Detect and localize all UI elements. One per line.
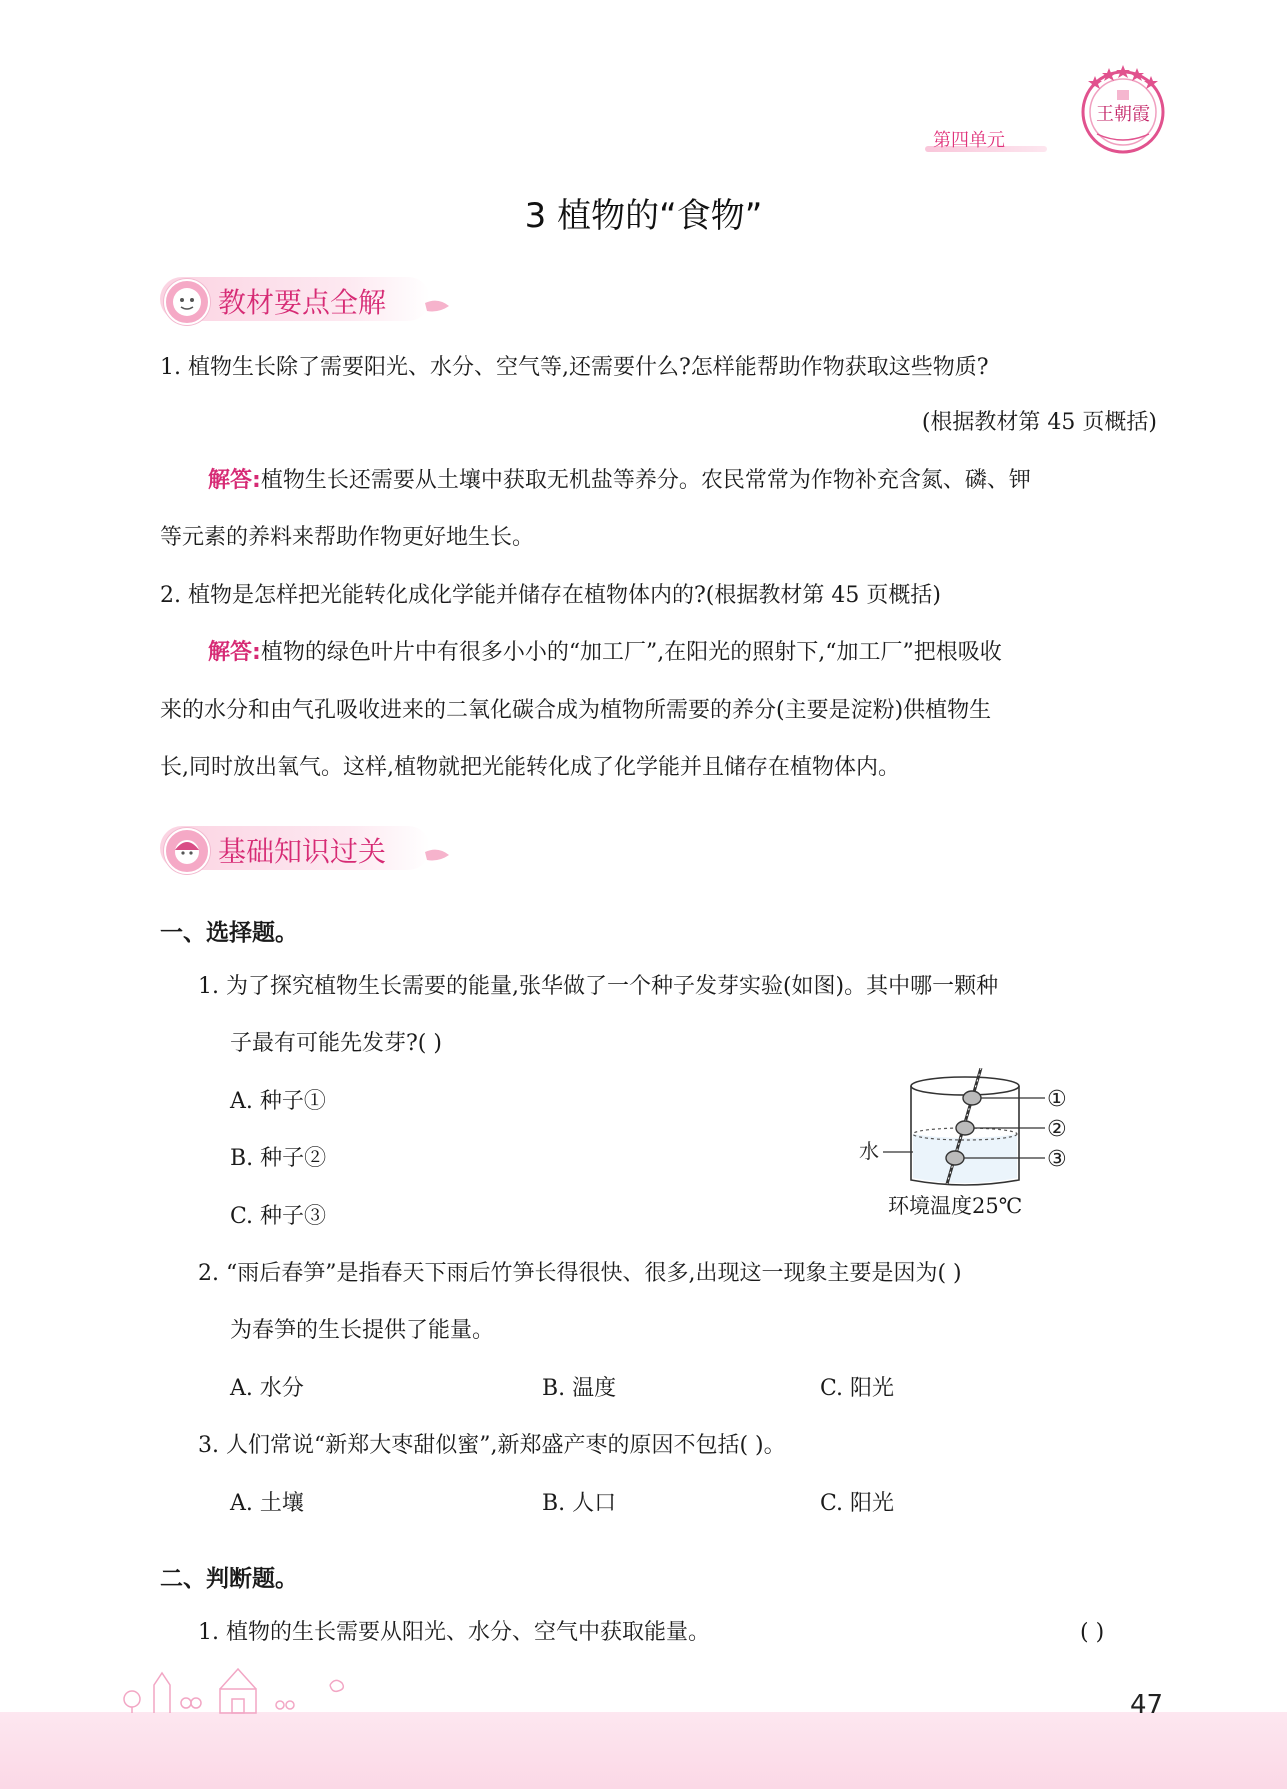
choice-q1-option-b: B. 种子② xyxy=(230,1146,327,1171)
choice-q3-option-a: A. 土壤 xyxy=(230,1491,304,1516)
judge-q1: 1. 植物的生长需要从阳光、水分、空气中获取能量。 xyxy=(198,1620,710,1645)
choice-q3-option-b: B. 人口 xyxy=(542,1491,617,1516)
answer-label: 解答: xyxy=(208,468,261,493)
choice-q1-option-a: A. 种子① xyxy=(230,1089,326,1114)
castle-doodle-icon xyxy=(120,1655,360,1715)
seed-1-icon xyxy=(963,1091,981,1105)
choice-q1-line-2: 子最有可能先发芽?( ) xyxy=(230,1031,442,1056)
page-title: 3 植物的“食物” xyxy=(524,196,763,236)
choice-q2-line-2: 为春笋的生长提供了能量。 xyxy=(230,1318,495,1343)
seal-text: 王朝霞 xyxy=(1096,104,1150,125)
section-title-key-points: 教材要点全解 xyxy=(218,286,387,319)
banner-ribbon-icon xyxy=(425,299,451,313)
section-title-basics: 基础知识过关 xyxy=(218,835,387,868)
figure-caption: 环境温度25℃ xyxy=(888,1194,1023,1218)
answer-2-line-1 xyxy=(208,638,1002,668)
section-banner-basics xyxy=(160,826,460,872)
choice-q2-option-c: C. 阳光 xyxy=(820,1376,895,1401)
seed-3-icon xyxy=(946,1151,964,1165)
judge-q1-blank: ( ) xyxy=(1080,1620,1105,1645)
choice-q2-option-b: B. 温度 xyxy=(542,1376,617,1401)
judge-heading: 二、判断题。 xyxy=(160,1566,298,1592)
answer-1-line-1 xyxy=(208,466,1031,496)
marker-1: ① xyxy=(1047,1087,1067,1112)
unit-label: 第四单元 xyxy=(933,130,1005,151)
answer-2-line-2: 来的水分和由气孔吸收进来的二氧化碳合成为植物所需要的养分(主要是淀粉)供植物生 xyxy=(160,698,992,723)
answer-text: 植物的绿色叶片中有很多小小的“加工厂”,在阳光的照射下,“加工厂”把根吸收 xyxy=(260,640,1002,665)
seed-2-icon xyxy=(956,1121,974,1135)
answer-1-line-2: 等元素的养料来帮助作物更好地生长。 xyxy=(160,525,535,550)
choice-q3-option-c: C. 阳光 xyxy=(820,1491,895,1516)
answer-label: 解答: xyxy=(208,640,261,665)
key-point-question-1: 1. 植物生长除了需要阳光、水分、空气等,还需要什么?怎样能帮助作物获取这些物质? xyxy=(160,355,989,380)
answer-2-line-3: 长,同时放出氧气。这样,植物就把光能转化成了化学能并且储存在植物体内。 xyxy=(160,755,900,780)
footer-band xyxy=(0,1712,1287,1789)
answer-text: 植物生长还需要从土壤中获取无机盐等养分。农民常常为作物补充含氮、磷、钾 xyxy=(260,468,1031,493)
section-banner-key-points xyxy=(160,277,460,323)
marker-3: ③ xyxy=(1047,1147,1067,1172)
water-label: 水 xyxy=(859,1139,879,1163)
cartoon-face-icon xyxy=(164,279,210,325)
choice-q3: 3. 人们常说“新郑大枣甜似蜜”,新郑盛产枣的原因不包括( )。 xyxy=(198,1433,786,1458)
cartoon-girl-icon xyxy=(164,828,210,874)
key-point-source-1: (根据教材第 45 页概括) xyxy=(921,410,1157,435)
page-number: 47 xyxy=(1130,1690,1164,1720)
banner-ribbon-icon xyxy=(425,848,451,862)
choice-heading: 一、选择题。 xyxy=(160,920,298,946)
publisher-seal-logo xyxy=(1075,60,1171,156)
key-point-question-2: 2. 植物是怎样把光能转化成化学能并储存在植物体内的?(根据教材第 45 页概括) xyxy=(160,583,941,608)
choice-q2-line-1: 2. “雨后春笋”是指春天下雨后竹笋长得很快、很多,出现这一现象主要是因为( ) xyxy=(198,1261,962,1286)
choice-q1-option-c: C. 种子③ xyxy=(230,1204,327,1229)
choice-q2-option-a: A. 水分 xyxy=(230,1376,304,1401)
unit-tab xyxy=(925,124,1037,154)
marker-2: ② xyxy=(1047,1117,1067,1142)
choice-q1-line-1: 1. 为了探究植物生长需要的能量,张华做了一个种子发芽实验(如图)。其中哪一颗种 xyxy=(198,974,999,999)
